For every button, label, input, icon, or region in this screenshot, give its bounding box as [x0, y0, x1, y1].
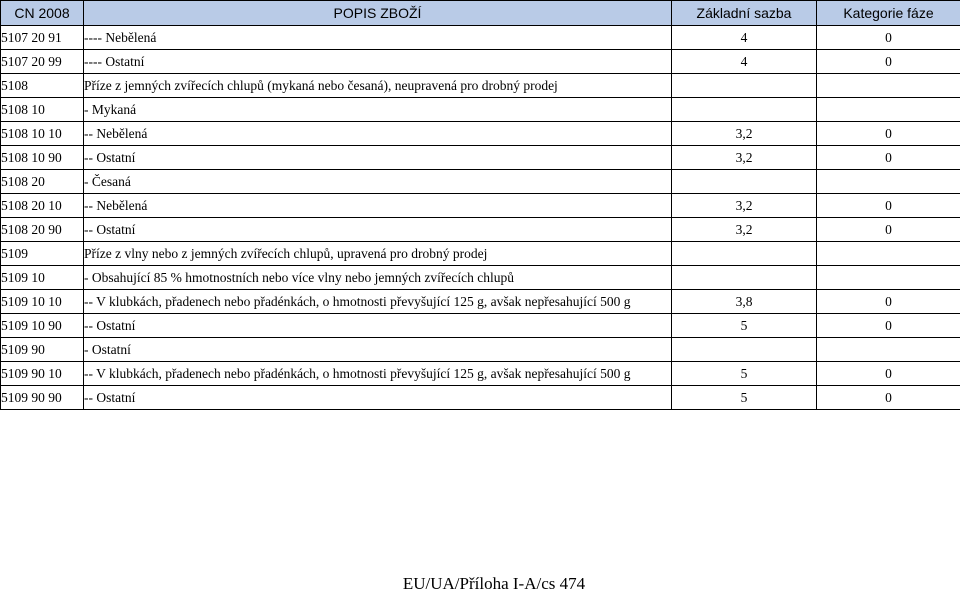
- cell-description: Příze z vlny nebo z jemných zvířecích chlupů, upravená pro drobný prodej: [84, 242, 672, 266]
- page-footer-reference: EU/UA/Příloha I-A/cs 474: [0, 574, 960, 594]
- cell-phase-category: [817, 266, 960, 290]
- cell-description: -- Ostatní: [84, 218, 672, 242]
- table-row: [1, 386, 960, 410]
- cell-cn-code: 5109 10 10: [1, 290, 84, 314]
- header-cn-code: CN 2008: [1, 1, 84, 26]
- cell-base-rate: 3,2: [672, 122, 817, 146]
- cell-phase-category: 0: [817, 290, 960, 314]
- cell-base-rate: 3,8: [672, 290, 817, 314]
- table-body: [1, 26, 960, 410]
- cell-description: Příze z jemných zvířecích chlupů (mykaná nebo česaná), neupravená pro drobný prodej: [84, 74, 672, 98]
- cell-phase-category: [817, 98, 960, 122]
- table-row: [1, 362, 960, 386]
- cell-cn-code: 5108 10 90: [1, 146, 84, 170]
- cell-base-rate: 5: [672, 314, 817, 338]
- cell-phase-category: 0: [817, 362, 960, 386]
- header-base-rate: Základní sazba: [672, 1, 817, 26]
- cell-description: -- V klubkách, přadenech nebo přadénkách, o hmotnosti převyšující 125 g, avšak nepřesahující 500 g: [84, 362, 672, 386]
- cell-phase-category: [817, 242, 960, 266]
- cell-cn-code: 5107 20 99: [1, 50, 84, 74]
- cell-base-rate: 5: [672, 386, 817, 410]
- table-row: [1, 242, 960, 266]
- table-row: [1, 194, 960, 218]
- cell-description: -- Nebělená: [84, 122, 672, 146]
- cell-description: -- Nebělená: [84, 194, 672, 218]
- cell-cn-code: 5108 10 10: [1, 122, 84, 146]
- table-row: [1, 218, 960, 242]
- table-row: [1, 170, 960, 194]
- cell-phase-category: [817, 170, 960, 194]
- table-row: [1, 26, 960, 50]
- cell-description: ---- Nebělená: [84, 26, 672, 50]
- cell-cn-code: 5109 10 90: [1, 314, 84, 338]
- cell-phase-category: [817, 338, 960, 362]
- cell-base-rate: 4: [672, 50, 817, 74]
- cell-description: -- Ostatní: [84, 314, 672, 338]
- cell-cn-code: 5109 90 10: [1, 362, 84, 386]
- cell-phase-category: 0: [817, 122, 960, 146]
- header-row: [1, 1, 960, 26]
- cell-description: -- Ostatní: [84, 386, 672, 410]
- table-row: [1, 290, 960, 314]
- cell-cn-code: 5109 90: [1, 338, 84, 362]
- cell-base-rate: [672, 266, 817, 290]
- table-row: [1, 50, 960, 74]
- cell-cn-code: 5108 20 10: [1, 194, 84, 218]
- header-description: POPIS ZBOŽÍ: [84, 1, 672, 26]
- cell-base-rate: [672, 242, 817, 266]
- cell-phase-category: [817, 74, 960, 98]
- cell-cn-code: 5109: [1, 242, 84, 266]
- cell-cn-code: 5109 10: [1, 266, 84, 290]
- cell-phase-category: 0: [817, 146, 960, 170]
- table-header: [1, 1, 960, 26]
- cell-cn-code: 5108: [1, 74, 84, 98]
- cell-phase-category: 0: [817, 218, 960, 242]
- cell-description: - Obsahující 85 % hmotnostních nebo více vlny nebo jemných zvířecích chlupů: [84, 266, 672, 290]
- cell-cn-code: 5108 20 90: [1, 218, 84, 242]
- cell-base-rate: 3,2: [672, 218, 817, 242]
- cell-description: -- Ostatní: [84, 146, 672, 170]
- cell-phase-category: 0: [817, 50, 960, 74]
- cell-cn-code: 5108 10: [1, 98, 84, 122]
- cell-cn-code: 5108 20: [1, 170, 84, 194]
- table-row: [1, 314, 960, 338]
- cell-phase-category: 0: [817, 26, 960, 50]
- cell-cn-code: 5107 20 91: [1, 26, 84, 50]
- table-row: [1, 338, 960, 362]
- cell-base-rate: 4: [672, 26, 817, 50]
- cell-phase-category: 0: [817, 314, 960, 338]
- table-row: [1, 122, 960, 146]
- cell-description: ---- Ostatní: [84, 50, 672, 74]
- table-row: [1, 74, 960, 98]
- cell-base-rate: 3,2: [672, 146, 817, 170]
- cell-base-rate: [672, 98, 817, 122]
- table-row: [1, 266, 960, 290]
- cell-phase-category: 0: [817, 194, 960, 218]
- table-row: [1, 98, 960, 122]
- cell-base-rate: 3,2: [672, 194, 817, 218]
- cell-cn-code: 5109 90 90: [1, 386, 84, 410]
- cell-phase-category: 0: [817, 386, 960, 410]
- cell-description: - Česaná: [84, 170, 672, 194]
- cell-base-rate: [672, 170, 817, 194]
- cell-description: - Mykaná: [84, 98, 672, 122]
- cell-description: -- V klubkách, přadenech nebo přadénkách, o hmotnosti převyšující 125 g, avšak nepřesahující 500 g: [84, 290, 672, 314]
- cell-base-rate: [672, 338, 817, 362]
- cell-base-rate: [672, 74, 817, 98]
- header-phase-category: Kategorie fáze: [817, 1, 960, 26]
- table-row: [1, 146, 960, 170]
- cell-description: - Ostatní: [84, 338, 672, 362]
- cell-base-rate: 5: [672, 362, 817, 386]
